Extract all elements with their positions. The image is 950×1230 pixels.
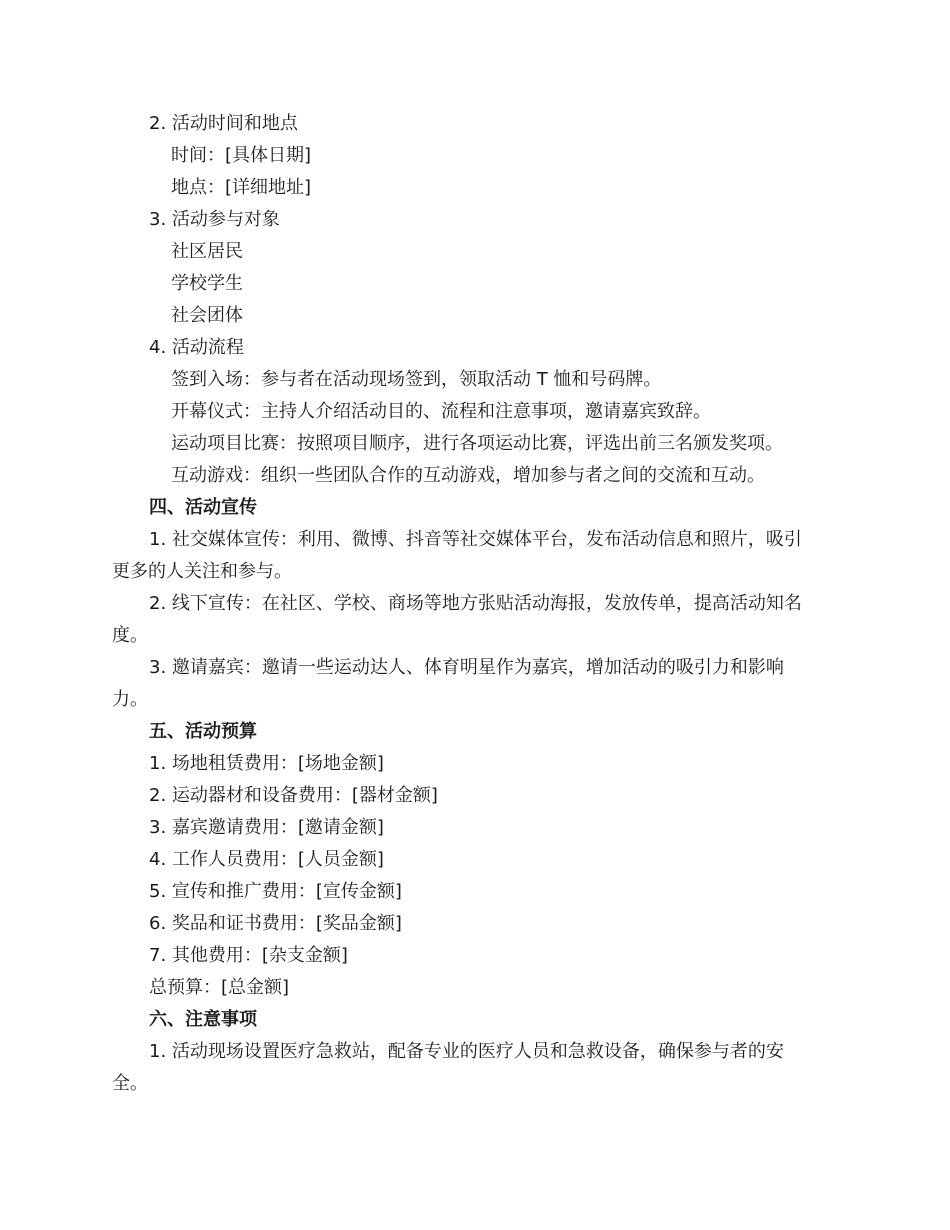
section4-paragraph2-line1: 2. 线下宣传：在社区、学校、商场等地方张贴活动海报，发放传单，提高活动知名 [149, 593, 802, 614]
section4-paragraph1-line2: 更多的人关注和参与。 [112, 561, 292, 582]
flow-item: 签到入场：参与者在活动现场签到，领取活动 T 恤和号码牌。 [171, 369, 662, 390]
participants-title: 3. 活动参与对象 [149, 209, 280, 230]
flow-item: 运动项目比赛：按照项目顺序，进行各项运动比赛，评选出前三名颁发奖项。 [171, 433, 783, 454]
section4-heading: 四、活动宣传 [149, 497, 257, 518]
flow-item: 开幕仪式：主持人介绍活动目的、流程和注意事项，邀请嘉宾致辞。 [171, 401, 711, 422]
section4-paragraph1-line1: 1. 社交媒体宣传：利用、微博、抖音等社交媒体平台，发布活动信息和照片，吸引 [149, 529, 802, 550]
flow-item: 互动游戏：组织一些团队合作的互动游戏，增加参与者之间的交流和互动。 [171, 465, 765, 486]
budget-item: 7. 其他费用：[杂支金额] [149, 945, 348, 966]
budget-item: 1. 场地租赁费用：[场地金额] [149, 753, 384, 774]
section4-paragraph3-line1: 3. 邀请嘉宾：邀请一些运动达人、体育明星作为嘉宾，增加活动的吸引力和影响 [149, 657, 784, 678]
flow-title: 4. 活动流程 [149, 337, 244, 358]
section6-paragraph1-line2: 全。 [112, 1073, 148, 1094]
section5-heading: 五、活动预算 [149, 721, 257, 742]
participant-item: 社会团体 [171, 305, 243, 326]
section4-paragraph3-line2: 力。 [112, 689, 148, 710]
section6-paragraph1-line1: 1. 活动现场设置医疗急救站，配备专业的医疗人员和急救设备，确保参与者的安 [149, 1041, 784, 1062]
budget-item: 2. 运动器材和设备费用：[器材金额] [149, 785, 438, 806]
section4-paragraph2-line2: 度。 [112, 625, 148, 646]
place-line: 地点：[详细地址] [171, 177, 312, 198]
participant-item: 社区居民 [171, 241, 243, 262]
budget-total: 总预算：[总金额] [149, 977, 290, 998]
budget-item: 6. 奖品和证书费用：[奖品金额] [149, 913, 402, 934]
budget-item: 5. 宣传和推广费用：[宣传金额] [149, 881, 402, 902]
time-line: 时间：[具体日期] [171, 145, 312, 166]
time-place-title: 2. 活动时间和地点 [149, 113, 298, 134]
budget-item: 3. 嘉宾邀请费用：[邀请金额] [149, 817, 384, 838]
section6-heading: 六、注意事项 [149, 1009, 257, 1030]
participant-item: 学校学生 [171, 273, 243, 294]
budget-item: 4. 工作人员费用：[人员金额] [149, 849, 384, 870]
